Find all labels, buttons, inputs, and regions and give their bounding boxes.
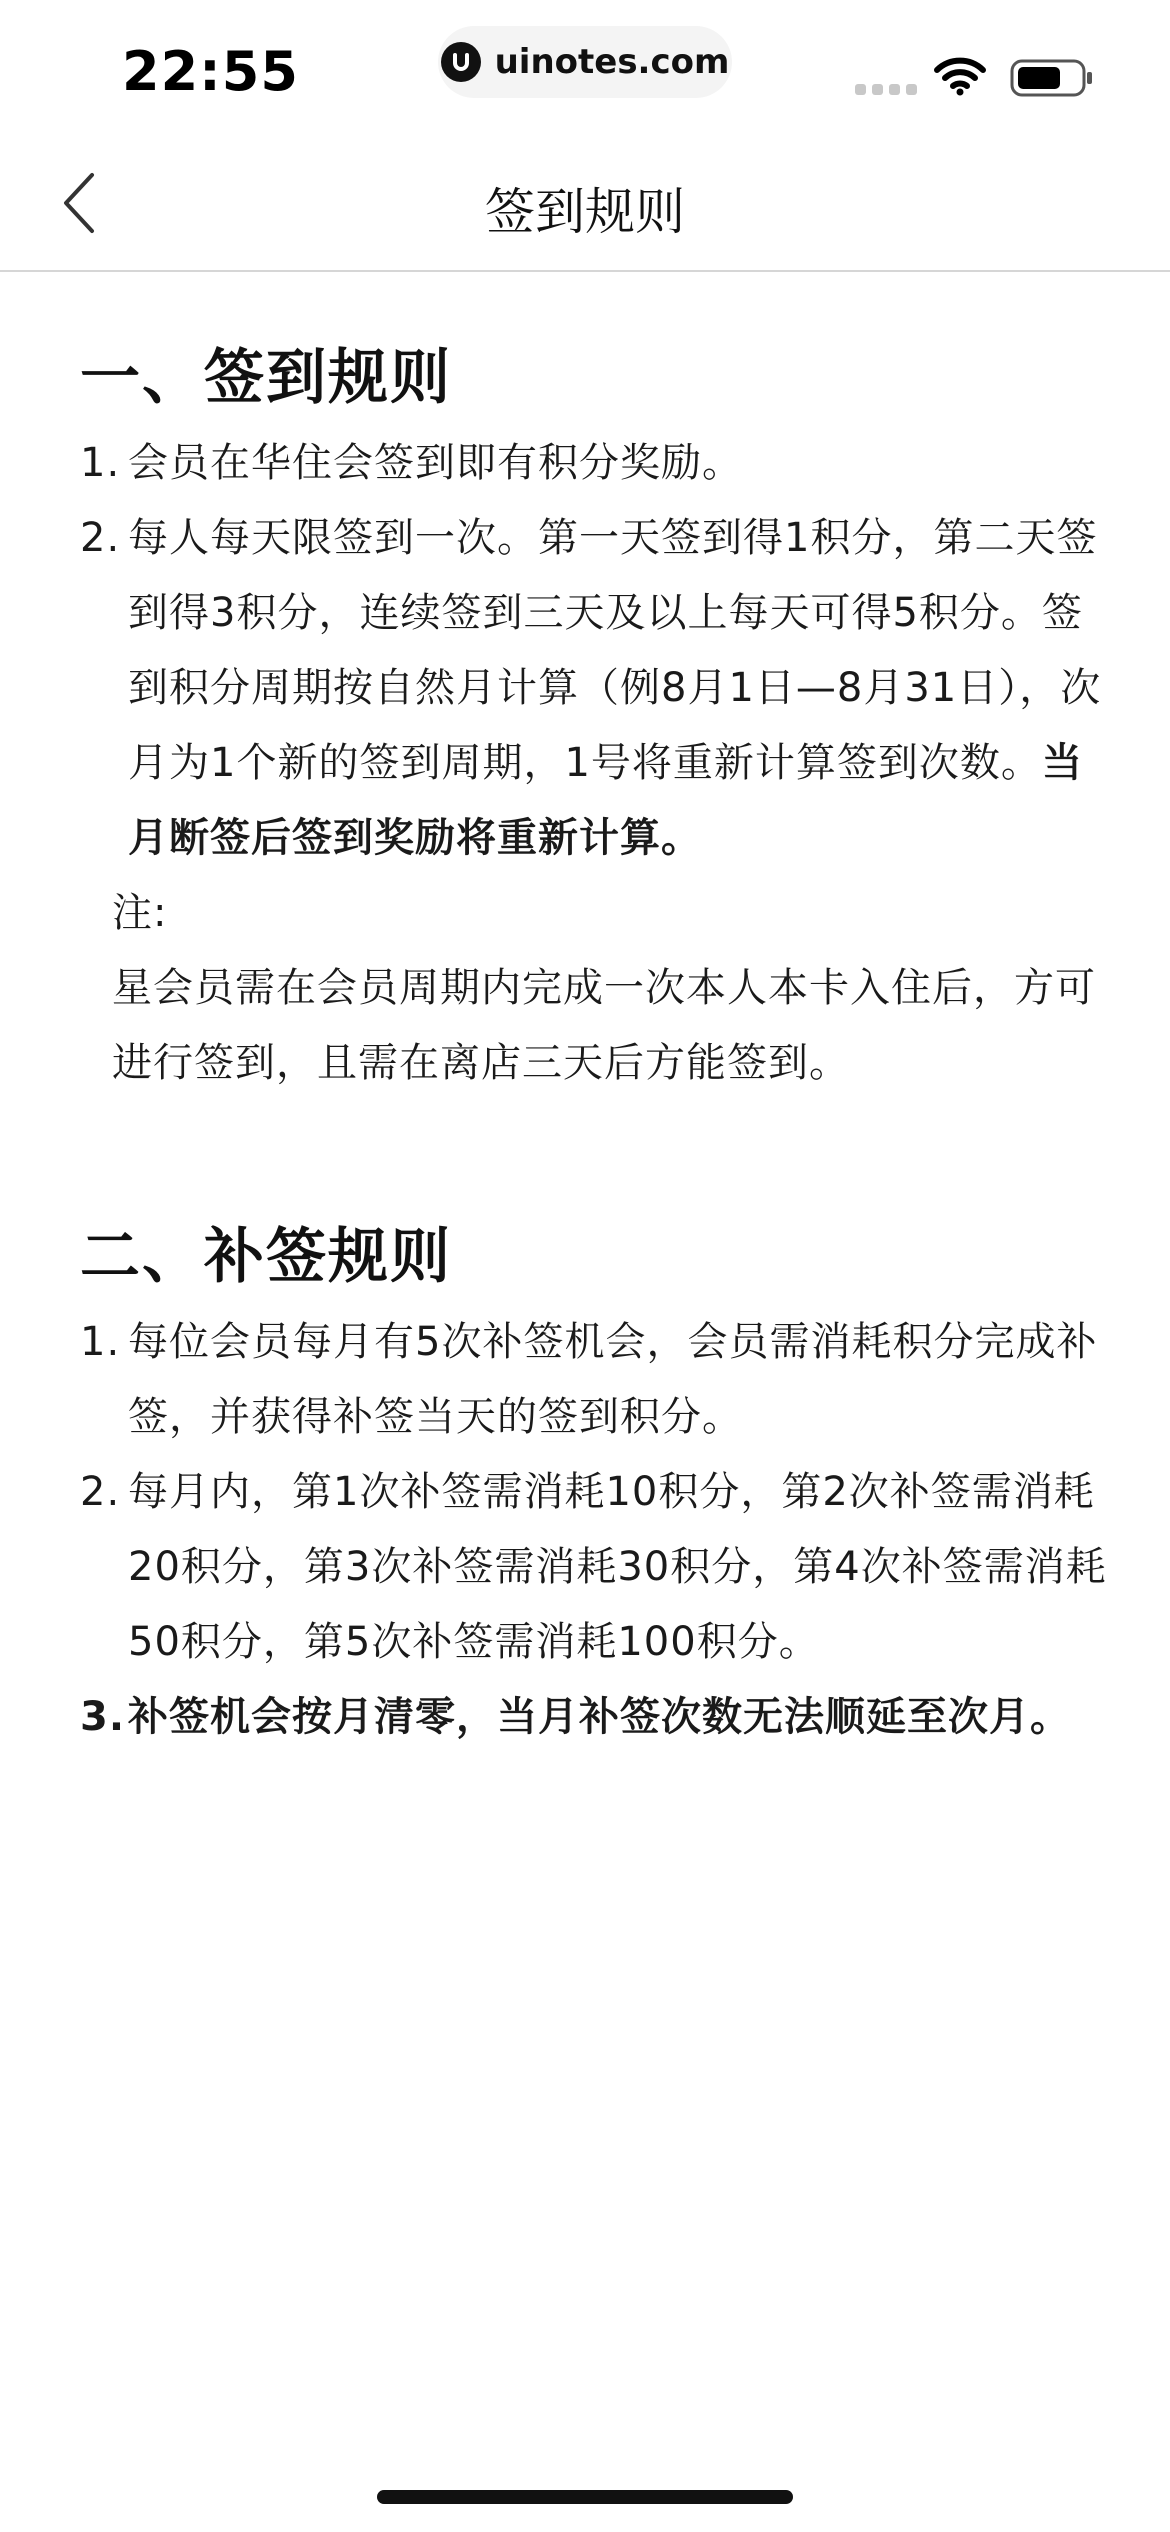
navigation-bar (0, 140, 1170, 272)
list-item (80, 426, 1120, 501)
list-item-number: 3. (80, 1694, 126, 1740)
sign-in-rules-section (80, 330, 1120, 1101)
page-title: 签到规则 (485, 183, 685, 241)
list-item-text: 每位会员每月有5次补签机会，会员需消耗积分完成补签，并获得补签当天的签到积分。 (128, 1319, 1098, 1440)
note-text: 星会员需在会员周期内完成一次本人本卡入住后，方可进行签到，且需在离店三天后方能签到。 (112, 965, 1096, 1086)
list-item (80, 501, 1120, 876)
url-pill[interactable] (438, 26, 732, 98)
status-time: 22:55 (122, 40, 299, 103)
section-title-sign-in: 一、签到规则 (80, 343, 452, 413)
list-item-text: 每人每天限签到一次。第一天签到得1积分，第二天签到得3积分，连续签到三天及以上每天可得5积分。签到积分周期按自然月计算（例8月1日—8月31日），次月为1个新的签到周期，1号将重新计算签到次数。 (128, 515, 1102, 786)
list-item (80, 1455, 1120, 1680)
cellular-signal-icon (855, 84, 917, 95)
list-item-text: 会员在华住会签到即有积分奖励。 (128, 440, 743, 486)
section-title-makeup: 二、补签规则 (80, 1222, 452, 1292)
note-label: 注: (112, 890, 168, 936)
list-item-number: 2. (80, 515, 121, 561)
home-indicator[interactable] (377, 2490, 793, 2504)
wifi-icon (934, 56, 986, 100)
list-item-body (128, 501, 1120, 876)
list-item-text: 每月内，第1次补签需消耗10积分，第2次补签需消耗20积分，第3次补签需消耗30积分，第4次补签需消耗50积分，第5次补签需消耗100积分。 (128, 1469, 1107, 1665)
list-item (80, 1680, 1120, 1755)
list-item-emphasis: 当月断签后签到奖励将重新计算。 (128, 740, 1083, 861)
list-item-number: 1. (80, 1319, 121, 1365)
battery-icon (1010, 58, 1094, 102)
list-item-number: 1. (80, 440, 121, 486)
status-bar (0, 0, 1170, 140)
list-item-number: 2. (80, 1469, 121, 1515)
list-item (80, 1305, 1120, 1455)
url-text: uinotes.com (494, 42, 730, 82)
makeup-sign-in-rules-section (80, 1209, 1120, 1755)
list-item-text: 补签机会按月清零，当月补签次数无法顺延至次月。 (128, 1694, 1071, 1740)
uinotes-logo-icon (441, 42, 481, 82)
rules-content (80, 330, 1120, 1755)
